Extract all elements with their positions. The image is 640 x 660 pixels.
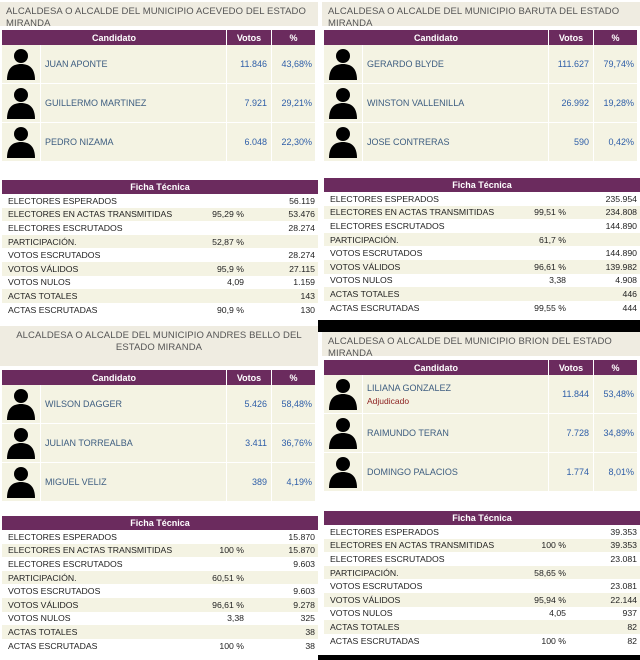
ficha-label: ACTAS ESCRUTADAS: [330, 635, 420, 646]
candidate-name-cell: [41, 123, 227, 162]
ficha-label: VOTOS ESCRUTADOS: [330, 581, 423, 592]
ficha-row: [2, 262, 318, 276]
person-silhouette-icon: [326, 454, 360, 488]
col-candidate-header: Candidato: [2, 370, 227, 385]
candidate-photo: [324, 123, 363, 162]
candidate-pct: 43,68%: [272, 45, 316, 84]
ficha-pct: 52,87 %: [181, 235, 247, 249]
candidate-name-cell: [363, 414, 549, 453]
panel-baruta: [322, 2, 640, 162]
candidate-name-cell: [363, 375, 549, 414]
candidate-name: MIGUEL VELIZ: [45, 477, 107, 487]
candidate-name-cell: [363, 84, 549, 123]
ficha-label: ELECTORES EN ACTAS TRANSMITIDAS: [324, 206, 503, 220]
candidate-name: LILIANA GONZALEZ: [367, 382, 452, 393]
ficha-pct: 96,61 %: [503, 260, 569, 274]
person-silhouette-icon: [326, 46, 360, 80]
ficha-pct: [181, 194, 247, 208]
ficha-value: 82: [569, 620, 640, 634]
candidate-name: WILSON DAGGER: [45, 399, 123, 409]
candidate-name-cell: [363, 123, 549, 162]
candidate-row: [2, 424, 316, 463]
municipality-title: ALCALDESA O ALCALDE DEL MUNICIPIO ANDRES BELLO DEL ESTADO MIRANDA: [0, 326, 318, 366]
ficha-value: 9.278: [247, 598, 318, 612]
candidate-pct: 34,89%: [594, 414, 638, 453]
ficha-pct: [503, 525, 569, 539]
ficha-label: ACTAS TOTALES: [324, 287, 503, 301]
candidate-votes: 11.846: [227, 45, 272, 84]
ficha-row: [2, 557, 318, 571]
ficha-row: [324, 566, 640, 580]
ficha-value: 23.081: [610, 553, 637, 564]
candidate-name: JUAN APONTE: [45, 59, 108, 69]
ficha-row: [324, 260, 640, 274]
ficha-label: VOTOS VÁLIDOS: [2, 598, 181, 612]
person-silhouette-icon: [326, 124, 360, 158]
ficha-value: 446: [569, 287, 640, 301]
ficha-value: 937: [622, 608, 637, 619]
candidate-photo: [324, 375, 363, 414]
ficha-label: ELECTORES ESPERADOS: [8, 195, 117, 206]
ficha-pct: [503, 579, 569, 593]
ficha-label: ELECTORES ESCRUTADOS: [8, 222, 123, 233]
ficha-label: PARTICIPACIÓN.: [324, 566, 503, 580]
ficha-row: [2, 208, 318, 222]
candidate-name-cell: [41, 45, 227, 84]
results-table: [2, 30, 316, 162]
ficha-row: [324, 620, 640, 634]
ficha-label: VOTOS NULOS: [8, 613, 71, 624]
candidate-photo: [324, 45, 363, 84]
col-votes-header: Votos: [227, 370, 272, 385]
candidate-name-cell: [41, 84, 227, 123]
person-silhouette-icon: [4, 124, 38, 158]
ficha-label: ACTAS TOTALES: [324, 620, 503, 634]
ficha-value: 39.353: [569, 539, 640, 553]
results-table: [324, 360, 638, 492]
candidate-name: PEDRO NIZAMA: [45, 137, 114, 147]
ficha-row: [324, 233, 640, 247]
col-pct-header: %: [272, 370, 316, 385]
ficha-label: ACTAS TOTALES: [2, 289, 181, 303]
ficha-pct: 100 %: [219, 640, 244, 651]
ficha-pct: [181, 289, 247, 303]
panel-andres-bello: [0, 326, 318, 502]
ficha-value: 1.159: [293, 277, 315, 288]
ficha-value: 144.890: [605, 248, 637, 259]
ficha-pct: 99,51 %: [503, 206, 569, 220]
ficha-row: [2, 194, 318, 208]
ficha-row: [324, 301, 640, 315]
candidate-photo: [2, 463, 41, 502]
ficha-row: [324, 593, 640, 607]
ficha-pct: 95,9 %: [181, 262, 247, 276]
ficha-value: 130: [300, 304, 315, 315]
ficha-row: [324, 525, 640, 539]
candidate-name-cell: [41, 463, 227, 502]
ficha-value: 28.274: [288, 250, 315, 261]
panel-brion: [322, 332, 640, 492]
ficha-label: ELECTORES ESCRUTADOS: [330, 553, 445, 564]
black-divider-mid: [318, 320, 640, 332]
ficha-row: [2, 530, 318, 544]
ficha-row: [2, 276, 318, 290]
candidate-name-cell: [41, 424, 227, 463]
ficha-label: ELECTORES EN ACTAS TRANSMITIDAS: [2, 208, 181, 222]
candidate-row: [2, 463, 316, 502]
ficha-acevedo: [2, 180, 318, 316]
col-votes-header: Votos: [227, 30, 272, 45]
ficha-label: ACTAS ESCRUTADAS: [8, 304, 98, 315]
ficha-value: 139.982: [569, 260, 640, 274]
ficha-pct: [181, 221, 247, 235]
ficha-pct: [503, 287, 569, 301]
ficha-row: [2, 289, 318, 303]
ficha-pct: 4,05: [549, 608, 566, 619]
panel-acevedo: [0, 2, 318, 162]
candidate-votes: 6.048: [227, 123, 272, 162]
candidate-votes: 7.728: [549, 414, 594, 453]
ficha-label: VOTOS VÁLIDOS: [2, 262, 181, 276]
ficha-row: [324, 206, 640, 220]
col-candidate-header: Candidato: [2, 30, 227, 45]
candidate-pct: 8,01%: [594, 453, 638, 492]
ficha-pct: [503, 552, 569, 566]
candidate-name: RAIMUNDO TERAN: [367, 428, 449, 438]
candidate-pct: 53,48%: [594, 375, 638, 414]
ficha-pct: 61,7 %: [503, 233, 569, 247]
ficha-baruta: [324, 178, 640, 314]
ficha-row: [2, 571, 318, 585]
candidate-pct: 0,42%: [594, 123, 638, 162]
ficha-pct: 99,55 %: [534, 302, 566, 313]
candidate-row: [324, 414, 638, 453]
ficha-row: [324, 192, 640, 206]
col-candidate-header: Candidato: [324, 30, 549, 45]
candidate-photo: [2, 424, 41, 463]
ficha-row: [2, 235, 318, 249]
ficha-row: [324, 579, 640, 593]
ficha-row: [2, 248, 318, 262]
person-silhouette-icon: [4, 425, 38, 459]
ficha-value: 235.954: [605, 193, 637, 204]
municipality-title: ALCALDESA O ALCALDE DEL MUNICIPIO BRION DEL ESTADO MIRANDA: [322, 332, 640, 356]
candidate-name: GUILLERMO MARTINEZ: [45, 98, 147, 108]
ficha-row: [2, 639, 318, 653]
person-silhouette-icon: [4, 386, 38, 420]
candidate-name-cell: [363, 45, 549, 84]
candidate-photo: [324, 414, 363, 453]
ficha-row: [2, 584, 318, 598]
candidate-row: [2, 45, 316, 84]
candidate-name: DOMINGO PALACIOS: [367, 467, 458, 477]
candidate-pct: 58,48%: [272, 385, 316, 424]
ficha-brion: [324, 511, 640, 647]
ficha-row: [324, 552, 640, 566]
candidate-row: [2, 84, 316, 123]
ficha-tecnica-title: Ficha Técnica: [324, 178, 640, 192]
ficha-value: 325: [300, 613, 315, 624]
ficha-row: [324, 219, 640, 233]
candidate-votes: 111.627: [549, 45, 594, 84]
ficha-value: 22.144: [569, 593, 640, 607]
candidate-votes: 3.411: [227, 424, 272, 463]
person-silhouette-icon: [326, 85, 360, 119]
candidate-votes: 5.426: [227, 385, 272, 424]
ficha-label: PARTICIPACIÓN.: [324, 233, 503, 247]
ficha-tecnica-title: Ficha Técnica: [324, 511, 640, 525]
candidate-photo: [2, 84, 41, 123]
ficha-label: ELECTORES EN ACTAS TRANSMITIDAS: [2, 544, 181, 558]
ficha-row: [324, 607, 640, 621]
ficha-row: [324, 274, 640, 288]
candidate-name: JOSE CONTRERAS: [367, 137, 450, 147]
candidate-photo: [324, 84, 363, 123]
ficha-label: ACTAS ESCRUTADAS: [8, 640, 98, 651]
municipality-title: ALCALDESA O ALCALDE DEL MUNICIPIO ACEVEDO DEL ESTADO MIRANDA: [0, 2, 318, 26]
ficha-row: [2, 598, 318, 612]
ficha-value: 38: [305, 640, 315, 651]
ficha-pct: 95,29 %: [181, 208, 247, 222]
ficha-pct: 100 %: [181, 544, 247, 558]
person-silhouette-icon: [326, 415, 360, 449]
ficha-value: 38: [247, 625, 318, 639]
ficha-value: [247, 235, 318, 249]
ficha-pct: 3,38: [227, 613, 244, 624]
ficha-pct: [503, 246, 569, 260]
candidate-row: [324, 123, 638, 162]
candidate-name: GERARDO BLYDE: [367, 59, 444, 69]
candidate-votes: 26.992: [549, 84, 594, 123]
ficha-pct: [503, 620, 569, 634]
candidate-votes: 7.921: [227, 84, 272, 123]
ficha-label: ELECTORES ESCRUTADOS: [330, 220, 445, 231]
candidate-pct: 29,21%: [272, 84, 316, 123]
candidate-name: WINSTON VALLENILLA: [367, 98, 465, 108]
ficha-pct: 3,38: [549, 275, 566, 286]
ficha-row: [324, 246, 640, 260]
ficha-value: 143: [247, 289, 318, 303]
results-table: [2, 370, 316, 502]
ficha-pct: 100 %: [541, 635, 566, 646]
candidate-votes: 1.774: [549, 453, 594, 492]
ficha-value: [569, 566, 640, 580]
ficha-pct: 96,61 %: [181, 598, 247, 612]
col-pct-header: %: [594, 360, 638, 375]
candidate-row: [324, 45, 638, 84]
candidate-pct: 36,76%: [272, 424, 316, 463]
ficha-label: VOTOS ESCRUTADOS: [8, 250, 101, 261]
ficha-value: 15.870: [288, 531, 315, 542]
ficha-pct: [181, 557, 247, 571]
candidate-name-cell: [363, 453, 549, 492]
ficha-label: VOTOS VÁLIDOS: [324, 593, 503, 607]
ficha-label: ELECTORES ESPERADOS: [8, 531, 117, 542]
black-divider-bottom: [318, 655, 640, 660]
ficha-label: VOTOS NULOS: [8, 277, 71, 288]
ficha-value: 234.808: [569, 206, 640, 220]
ficha-label: VOTOS VÁLIDOS: [324, 260, 503, 274]
candidate-row: [324, 84, 638, 123]
candidate-row: [324, 375, 638, 414]
ficha-value: [569, 233, 640, 247]
ficha-label: VOTOS NULOS: [330, 608, 393, 619]
ficha-row: [2, 544, 318, 558]
candidate-name-cell: [41, 385, 227, 424]
candidate-row: [2, 123, 316, 162]
candidate-name: JULIAN TORREALBA: [45, 438, 133, 448]
ficha-value: 56.119: [289, 195, 315, 206]
candidate-votes: 590: [549, 123, 594, 162]
ficha-value: 444: [622, 302, 637, 313]
candidate-pct: 79,74%: [594, 45, 638, 84]
candidate-photo: [2, 385, 41, 424]
ficha-value: 39.353: [610, 526, 637, 537]
ficha-tecnica-title: Ficha Técnica: [2, 180, 318, 194]
col-pct-header: %: [272, 30, 316, 45]
ficha-value: 23.081: [610, 581, 637, 592]
results-table: [324, 30, 638, 162]
person-silhouette-icon: [4, 464, 38, 498]
candidate-row: [324, 453, 638, 492]
candidate-pct: 4,19%: [272, 463, 316, 502]
ficha-pct: 4,09: [227, 277, 244, 288]
ficha-pct: [503, 219, 569, 233]
ficha-value: 15.870: [247, 544, 318, 558]
ficha-row: [2, 303, 318, 317]
candidate-photo: [324, 453, 363, 492]
col-votes-header: Votos: [549, 360, 594, 375]
person-silhouette-icon: [4, 85, 38, 119]
ficha-pct: [181, 248, 247, 262]
ficha-label: ACTAS ESCRUTADAS: [330, 302, 420, 313]
ficha-pct: [181, 530, 247, 544]
ficha-value: 28.274: [288, 222, 315, 233]
candidate-pct: 22,30%: [272, 123, 316, 162]
ficha-pct: 60,51 %: [181, 571, 247, 585]
ficha-value: 4.908: [615, 275, 637, 286]
candidate-votes: 11.844: [549, 375, 594, 414]
ficha-pct: [181, 584, 247, 598]
person-silhouette-icon: [4, 46, 38, 80]
candidate-photo: [2, 123, 41, 162]
ficha-value: 27.115: [247, 262, 318, 276]
ficha-label: ELECTORES ESPERADOS: [330, 526, 439, 537]
ficha-label: VOTOS ESCRUTADOS: [330, 248, 423, 259]
ficha-row: [2, 612, 318, 626]
candidate-pct: 19,28%: [594, 84, 638, 123]
ficha-row: [324, 287, 640, 301]
candidate-row: [2, 385, 316, 424]
ficha-value: 144.890: [605, 220, 637, 231]
col-votes-header: Votos: [549, 30, 594, 45]
ficha-pct: [181, 625, 247, 639]
col-candidate-header: Candidato: [324, 360, 549, 375]
person-silhouette-icon: [326, 376, 360, 410]
ficha-row: [324, 634, 640, 648]
ficha-pct: 90,9 %: [216, 304, 244, 315]
ficha-andres-bello: [2, 516, 318, 652]
ficha-label: PARTICIPACIÓN.: [2, 571, 181, 585]
ficha-label: ELECTORES ESPERADOS: [330, 193, 439, 204]
ficha-label: ACTAS TOTALES: [2, 625, 181, 639]
ficha-label: ELECTORES EN ACTAS TRANSMITIDAS: [324, 539, 503, 553]
ficha-pct: 58,65 %: [503, 566, 569, 580]
ficha-value: [247, 571, 318, 585]
ficha-row: [2, 625, 318, 639]
ficha-value: 82: [627, 635, 637, 646]
ficha-pct: 95,94 %: [503, 593, 569, 607]
ficha-label: ELECTORES ESCRUTADOS: [8, 558, 123, 569]
ficha-tecnica-title: Ficha Técnica: [2, 516, 318, 530]
ficha-label: VOTOS ESCRUTADOS: [8, 586, 101, 597]
ficha-pct: [503, 192, 569, 206]
col-pct-header: %: [594, 30, 638, 45]
ficha-label: PARTICIPACIÓN.: [2, 235, 181, 249]
ficha-label: VOTOS NULOS: [330, 275, 393, 286]
ficha-value: 9.603: [293, 586, 315, 597]
municipality-title: ALCALDESA O ALCALDE DEL MUNICIPIO BARUTA DEL ESTADO MIRANDA: [322, 2, 640, 26]
candidate-votes: 389: [227, 463, 272, 502]
ficha-row: [2, 221, 318, 235]
candidate-photo: [2, 45, 41, 84]
ficha-value: 53.476: [247, 208, 318, 222]
ficha-pct: 100 %: [503, 539, 569, 553]
ficha-row: [324, 539, 640, 553]
ficha-value: 9.603: [293, 558, 315, 569]
adjudicado-note: Adjudicado: [367, 395, 410, 406]
